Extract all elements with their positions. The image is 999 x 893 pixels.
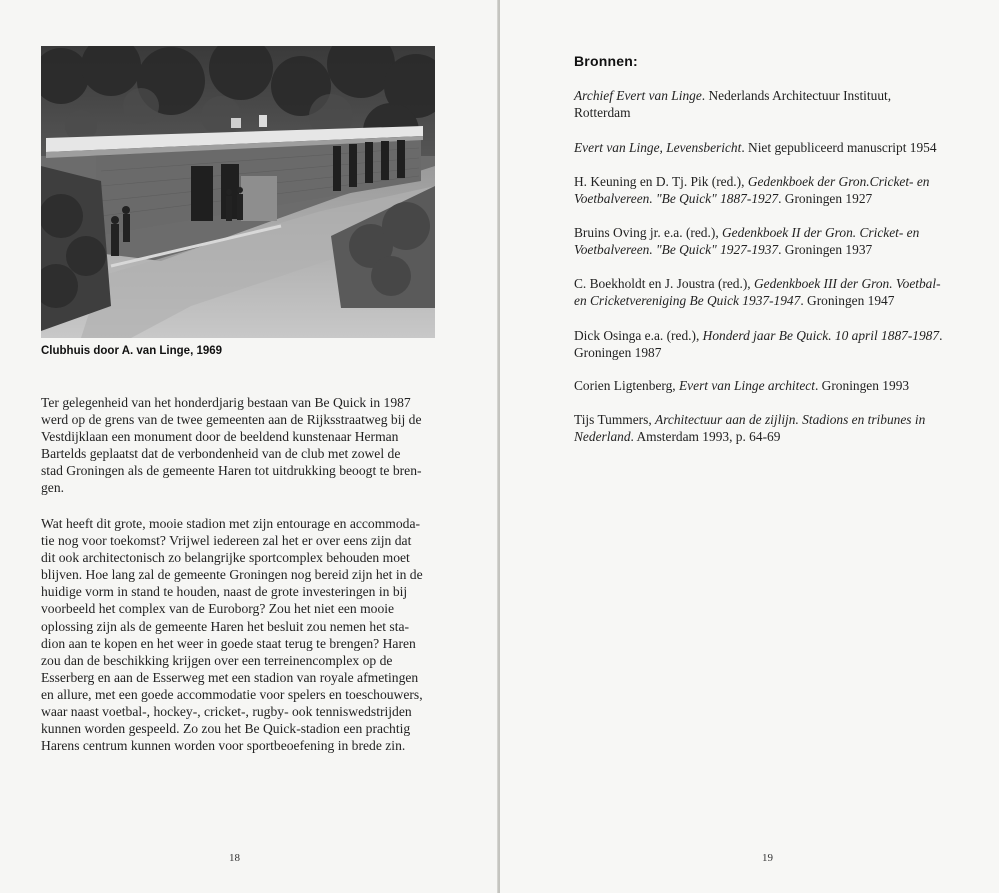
source-text: Tijs Tummers, [574, 412, 656, 427]
text-line: waar naast voetbal-, hockey-, cricket-, rugby- ook tenniswedstrijden [41, 704, 412, 720]
source-text: . Nederlands Architectuur Instituut, [701, 88, 892, 103]
source-text: . Groningen 1947 [800, 293, 895, 308]
source-line [574, 87, 959, 104]
source-line [574, 275, 959, 292]
text-line: kunnen worden gespeeld. Zo zou het Be Quick-stadion een prachtig [41, 721, 411, 737]
text-line: Harens centrum kunnen worden voor sportbeoefening in brede zin. [41, 738, 406, 754]
source-line [574, 327, 959, 344]
source-entry [574, 173, 959, 207]
source-title: Evert van Linge, Levensbericht [574, 140, 742, 155]
source-line [574, 104, 959, 121]
source-line [574, 377, 959, 394]
source-text: Bruins Oving jr. e.a. (red.), [574, 225, 723, 240]
source-title: Voetbalvereen. "Be Quick" 1927-1937 [574, 242, 779, 257]
source-text: . Niet gepubliceerd manuscript 1954 [741, 140, 937, 155]
photo-caption: Clubhuis door A. van Linge, 1969 [41, 345, 223, 357]
source-text: . [939, 328, 943, 343]
source-line [574, 292, 959, 309]
text-line: stad Groningen als de gemeente Haren tot uitdrukking beoogt te bren- [41, 463, 422, 479]
page-number-right: 19 [762, 852, 773, 864]
source-entry [574, 411, 959, 445]
source-text: C. Boekholdt en J. Joustra (red.), [574, 276, 755, 291]
source-entry [574, 275, 959, 309]
source-line [574, 224, 959, 241]
source-line [574, 190, 959, 207]
source-title: Nederland [574, 429, 631, 444]
text-line: Wat heeft dit grote, mooie stadion met zijn entourage en accommoda- [41, 516, 421, 531]
source-text: Dick Osinga e.a. (red.), [574, 328, 703, 343]
source-title: Gedenkboek der Gron.Cricket- en [747, 174, 930, 189]
source-entry [574, 377, 959, 394]
text-line: Ter gelegenheid van het honderdjarig bestaan van Be Quick in 1987 [41, 395, 411, 410]
source-title: Honderd jaar Be Quick. 10 april 1887-1987 [702, 328, 940, 343]
left-page [0, 0, 498, 893]
source-line [574, 411, 959, 428]
text-line: Esserberg en aan de Esserweg met een stadion van royale afmetingen [41, 669, 419, 685]
source-text: . Amsterdam 1993, p. 64-69 [630, 429, 781, 444]
source-line [574, 428, 959, 445]
source-title: Gedenkboek III der Gron. Voetbal- [754, 276, 941, 291]
source-entry [574, 327, 959, 361]
source-text: . Groningen 1927 [778, 191, 873, 206]
source-title: Voetbalvereen. "Be Quick" 1887-1927 [574, 191, 779, 206]
source-text: . Groningen 1937 [778, 242, 873, 257]
source-text: H. Keuning en D. Tj. Pik (red.), [574, 174, 748, 189]
source-title: Gedenkboek II der Gron. Cricket- en [722, 225, 920, 240]
source-title: en Cricketvereniging Be Quick 1937-1947 [574, 293, 801, 308]
page-number-left: 18 [229, 852, 240, 864]
source-title: Evert van Linge architect [679, 378, 815, 393]
source-line [574, 344, 959, 361]
text-line: en allure, met een goede accommodatie voor spelers en toeschouwers, [41, 686, 423, 702]
text-line: gen. [41, 480, 65, 496]
sources-heading: Bronnen: [574, 53, 638, 69]
text-line: Bartelds geplaatst dat de verbondenheid van de club met zowel de [41, 446, 401, 462]
source-line [574, 173, 959, 190]
text-line: dion aan te kopen en het weer in goede staat terug te brengen? Haren [41, 635, 416, 651]
text-line: dit ook architectonisch zo belangrijke sportcomplex behouden moet [41, 550, 410, 566]
text-line: tie nog voor toekomst? Vrijwel iedereen zal het er over eens zijn dat [41, 533, 412, 549]
paragraph-1 [41, 394, 439, 497]
text-line: oplossing zijn als de gemeente Haren het besluit zou nemen het sta- [41, 618, 410, 634]
text-line: zou dan de beschikking krijgen over een terreinencomplex op de [41, 652, 393, 668]
text-line: werd op de grens van de twee gemeenten aan de Rijksstraatweg bij de [41, 412, 422, 428]
text-line: huidige vorm in stand te houden, naast de grote investeringen in bij [41, 584, 408, 600]
source-text: . Groningen 1993 [814, 378, 910, 393]
text-line: blijven. Hoe lang zal de gemeente Groningen nog bereid zijn het in de [41, 567, 423, 583]
clubhouse-photo [41, 46, 435, 338]
paragraph-2 [41, 515, 439, 754]
source-text: Groningen 1987 [574, 345, 662, 360]
source-line [574, 139, 959, 156]
text-line: Vestdijklaan een monument door de beeldend kunstenaar Herman [41, 429, 399, 445]
source-entry [574, 87, 959, 121]
source-title: Architectuur aan de zijlijn. Stadions en tribunes in [655, 412, 926, 427]
source-text: Corien Ligtenberg, [574, 378, 679, 393]
right-page [500, 0, 999, 893]
source-entry [574, 139, 959, 156]
text-line: voorbeeld het complex van de Euroborg? Zou het niet een mooie [41, 601, 395, 617]
source-line [574, 241, 959, 258]
source-title: Archief Evert van Linge [574, 88, 702, 103]
source-text: Rotterdam [574, 105, 631, 120]
source-entry [574, 224, 959, 258]
